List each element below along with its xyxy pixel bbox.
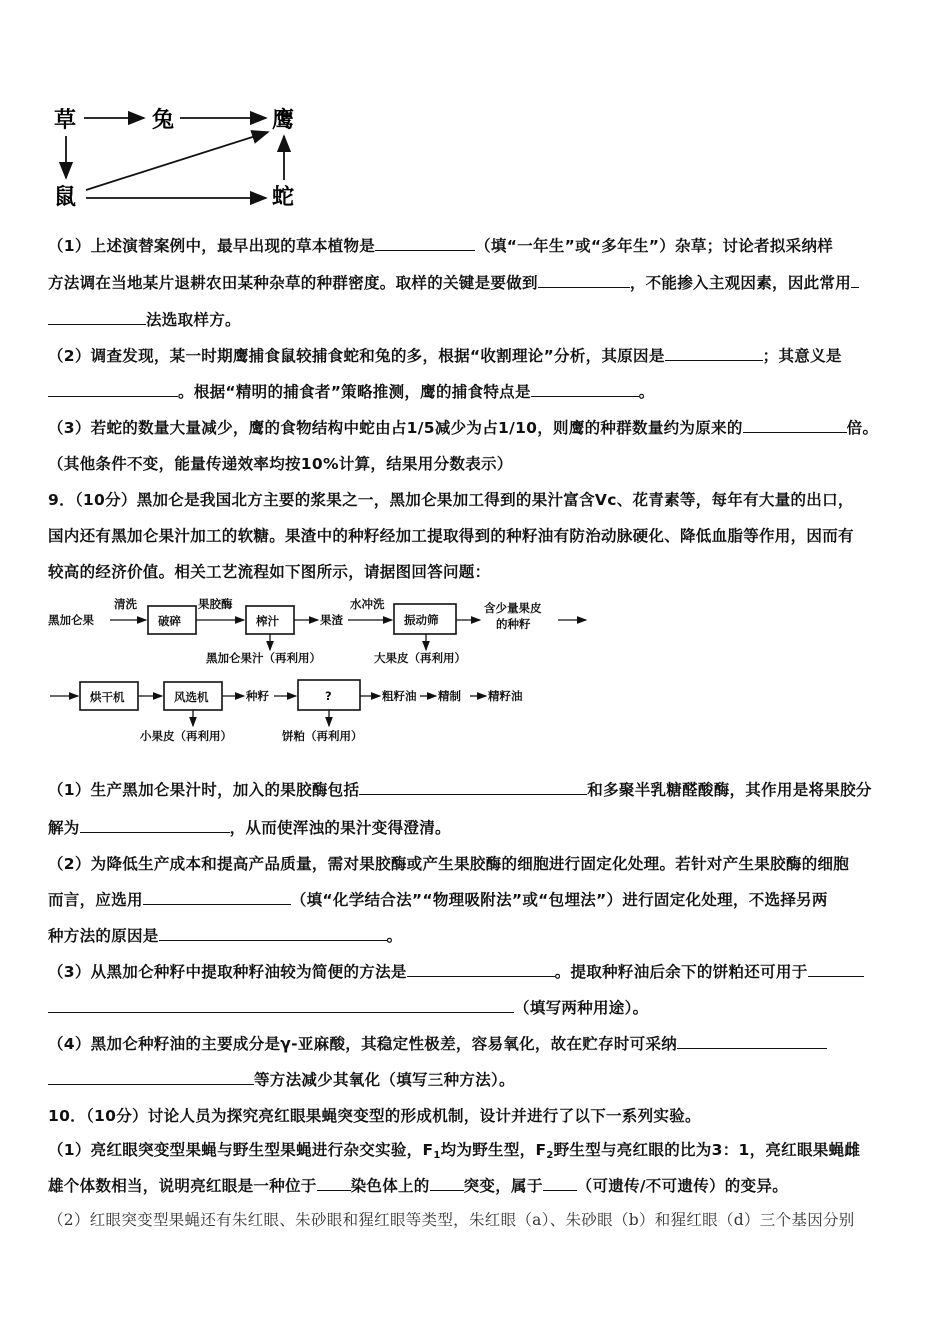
flow-juice: 黑加仑果汁（再利用） — [206, 651, 321, 665]
answer-blank[interactable] — [743, 418, 847, 433]
q10-part1-line1: （1）亮红眼突变型果蝇与野生型果蝇进行杂交实验，$F_1$均为野生型，$F_2$野生型与亮红眼的比为3：1，亮红眼果蝇雌 — [48, 1141, 861, 1161]
answer-blank[interactable] — [677, 1034, 827, 1049]
answer-blank[interactable] — [531, 382, 639, 397]
node-eagle: 鹰 — [272, 108, 295, 133]
q8-part2-line2: 。根据“精明的捕食者”策略推测，鹰的捕食特点是 。 — [48, 382, 903, 402]
q9-intro-line2: 国内还有黑加仑果汁加工的软糖。果渣中的种籽经加工提取得到的种籽油有防治动脉硬化、降低血脂等作用，因而有 — [48, 527, 854, 545]
node-grass: 草 — [54, 108, 77, 133]
food-web-diagram — [40, 98, 320, 216]
q9-part1-line1: （1）生产黑加仑果汁时，加入的果胶酶包括 和多聚半乳糖醛酸酶，其作用是将果胶分 — [48, 781, 872, 799]
flow-wash-label: 清洗 — [114, 597, 137, 611]
flow-pectinase-label: 果胶酶 — [198, 597, 233, 611]
q9-intro-line3: 较高的经济价值。相关工艺流程如下图所示，请据图回答问题： — [48, 563, 491, 581]
q9-part3-line2: （填写两种用途）。 — [48, 998, 903, 1018]
process-flow-diagram — [46, 594, 606, 754]
q8-part3-line2: （其他条件不变，能量传递效率均按10%计算，结果用分数表示） — [48, 455, 513, 473]
flow-seed: 种籽 — [246, 689, 269, 703]
flow-refine: 精制 — [438, 689, 461, 703]
answer-blank[interactable] — [375, 236, 475, 251]
flow-big-peel: 大果皮（再利用） — [374, 651, 466, 665]
answer-blank[interactable] — [159, 926, 387, 941]
answer-blank[interactable] — [359, 780, 587, 795]
flow-water-wash-label: 水冲洗 — [350, 597, 385, 611]
flow-crush: 破碎 — [158, 614, 181, 628]
answer-blank[interactable] — [407, 962, 555, 977]
q8-part1-line1: （1）上述演替案例中，最早出现的草本植物是 （填“一年生”或“多年生”）杂草；讨论者拟采纳样 — [48, 237, 834, 255]
answer-blank[interactable] — [317, 1176, 351, 1191]
answer-blank[interactable] — [48, 310, 146, 325]
q10-part1-line2: 雄个体数相当，说明亮红眼是一种位于 染色体上的 突变，属于 （可遗传/不可遗传）的变异。 — [48, 1177, 789, 1195]
answer-blank[interactable] — [808, 962, 864, 977]
q9-intro-line1: 9．（10分）黑加仑是我国北方主要的浆果之一，黑加仑果加工得到的果汁富含Vc、花青素等，每年有大量的出口， — [48, 491, 854, 509]
flow-pomace: 果渣 — [320, 613, 343, 627]
q9-part4-line2: 等方法减少其氧化（填写三种方法）。 — [48, 1070, 903, 1090]
node-mouse: 鼠 — [54, 185, 77, 210]
q8-part1-line3: 法选取样方。 — [48, 310, 903, 330]
q9-part4-line1: （4）黑加仑种籽油的主要成分是γ-亚麻酸，其稳定性极差，容易氧化，故在贮存时可采纳 — [48, 1034, 903, 1054]
flow-unknown: ? — [325, 689, 332, 703]
flow-press: 榨汁 — [256, 614, 279, 628]
answer-blank[interactable] — [143, 890, 291, 905]
q10-part2-line1: （2）红眼突变型果蝇还有朱红眼、朱砂眼和猩红眼等类型，朱红眼（a）、朱砂眼（b）和猩红眼（d）三个基因分别 — [48, 1211, 855, 1229]
q8-part2-line1: （2）调查发现，某一时期鹰捕食鼠较捕食蛇和兔的多，根据“收割理论”分析，其原因是 ；其意义是 — [48, 347, 842, 365]
flow-sieve: 振动筛 — [404, 613, 439, 627]
flow-seed-out-1: 含少量果皮 — [484, 601, 542, 615]
q9-part2-line3: 种方法的原因是 。 — [48, 927, 403, 945]
answer-blank[interactable] — [543, 1176, 577, 1191]
node-snake: 蛇 — [272, 185, 295, 210]
q9-part1-line2: 解为 ，从而使浑浊的果汁变得澄清。 — [48, 819, 451, 837]
answer-blank[interactable] — [430, 1176, 464, 1191]
flow-seed-out-2: 的种籽 — [496, 617, 531, 631]
answer-blank[interactable] — [48, 998, 514, 1013]
q9-part2-line2: 而言，应选用 （填“化学结合法”“物理吸附法”或“包埋法”）进行固定化处理，不选择另两 — [48, 891, 828, 909]
answer-blank[interactable] — [48, 382, 178, 397]
q9-part3-line1: （3）从黑加仑种籽中提取种籽油较为简便的方法是 。提取种籽油后余下的饼粕还可用于 — [48, 962, 903, 982]
answer-blank[interactable] — [48, 1070, 254, 1085]
flow-winnower: 风选机 — [174, 690, 209, 704]
q8-part1-line2: 方法调在当地某片退耕农田某种杂草的种群密度。取样的关键是要做到 ，不能掺入主观因素，因此常用 — [48, 273, 903, 293]
answer-blank[interactable] — [538, 273, 630, 288]
answer-blank[interactable] — [851, 273, 859, 288]
answer-blank[interactable] — [80, 818, 230, 833]
flow-small-peel: 小果皮（再利用） — [140, 729, 232, 743]
answer-blank[interactable] — [665, 346, 763, 361]
flow-start: 黑加仑果 — [48, 613, 94, 627]
node-rabbit: 兔 — [152, 108, 175, 133]
q9-part2-line1: （2）为降低生产成本和提高产品质量，需对果胶酶或产生果胶酶的细胞进行固定化处理。若针对产生果胶酶的细胞 — [48, 855, 850, 873]
arrow-mouse-eagle — [86, 132, 268, 190]
q10-intro: 10．（10分）讨论人员为探究亮红眼果蝇突变型的形成机制，设计并进行了以下一系列实验。 — [48, 1107, 701, 1125]
flow-fine-oil: 精籽油 — [488, 689, 523, 703]
flow-meal: 饼粕（再利用） — [282, 729, 363, 743]
q8-part3-line1: （3）若蛇的数量大量减少，鹰的食物结构中蛇由占1/5减少为占1/10，则鹰的种群数量约为原来的 倍。 — [48, 419, 879, 437]
flow-dryer: 烘干机 — [90, 690, 125, 704]
flow-crude-oil: 粗籽油 — [382, 689, 417, 703]
